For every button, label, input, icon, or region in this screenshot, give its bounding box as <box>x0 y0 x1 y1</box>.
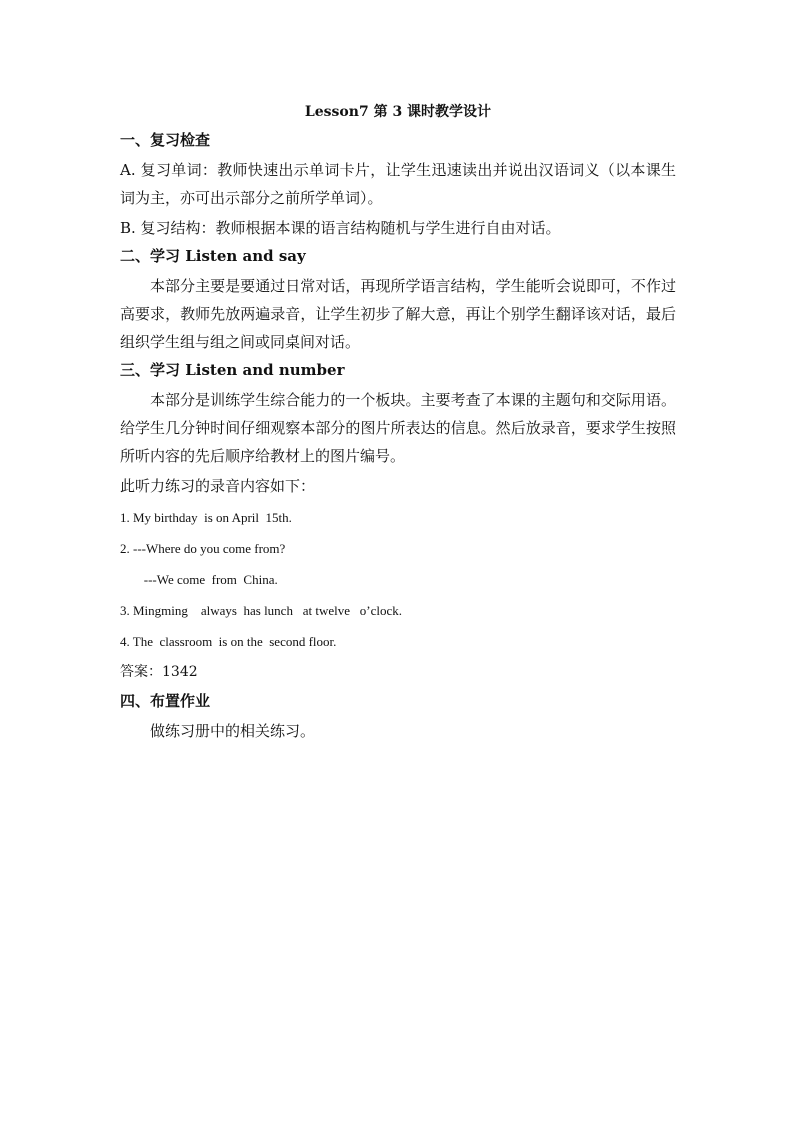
recording-intro: 此听力练习的录音内容如下： <box>120 477 316 495</box>
review-structure-paragraph: B. 复习结构：教师根据本课的语言结构随机与学生进行自由对话。 <box>120 219 561 237</box>
listen-and-number-paragraph: 本部分是训练学生综合能力的一个板块。主要考查了本课的主题句和交际用语。给学生几分钟时间仔细观察本部分的图片所表达的信息。然后放录音，要求学生按照所听内容的先后顺序给教材上的图片编号。 <box>120 391 676 465</box>
review-words-paragraph: A. 复习单词：教师快速出示单词卡片，让学生迅速读出并说出汉语词义（以本课生词为主，亦可出示部分之前所学单词）。 <box>120 161 676 207</box>
section-heading-review: 一、复习检查 <box>120 131 211 149</box>
section-heading-listen-and-number: 三、学习 Listen and number <box>120 361 345 379</box>
listen-and-say-paragraph: 本部分主要是要通过日常对话，再现所学语言结构，学生能听会说即可，不作过高要求，教师先放两遍录音，让学生初步了解大意，再让个别学生翻译该对话，最后组织学生组与组之间或同桌间对话。 <box>120 277 676 351</box>
recording-item-2-reply: ---We come from China. <box>134 572 278 587</box>
recording-item-4: 4. The classroom is on the second floor. <box>120 634 337 649</box>
document-content <box>120 100 676 747</box>
answer-line: 答案：1342 <box>120 664 198 680</box>
document-title: Lesson7 第 3 课时教学设计 <box>304 104 492 120</box>
recording-item-3: 3. Mingming always has lunch at twelve o’clock. <box>120 603 402 618</box>
section-heading-homework: 四、布置作业 <box>120 692 211 710</box>
recording-item-1: 1. My birthday is on April 15th. <box>120 510 292 525</box>
homework-paragraph: 做练习册中的相关练习。 <box>150 722 316 740</box>
section-heading-listen-and-say: 二、学习 Listen and say <box>120 247 306 265</box>
recording-item-2: 2. ---Where do you come from? <box>120 541 286 556</box>
